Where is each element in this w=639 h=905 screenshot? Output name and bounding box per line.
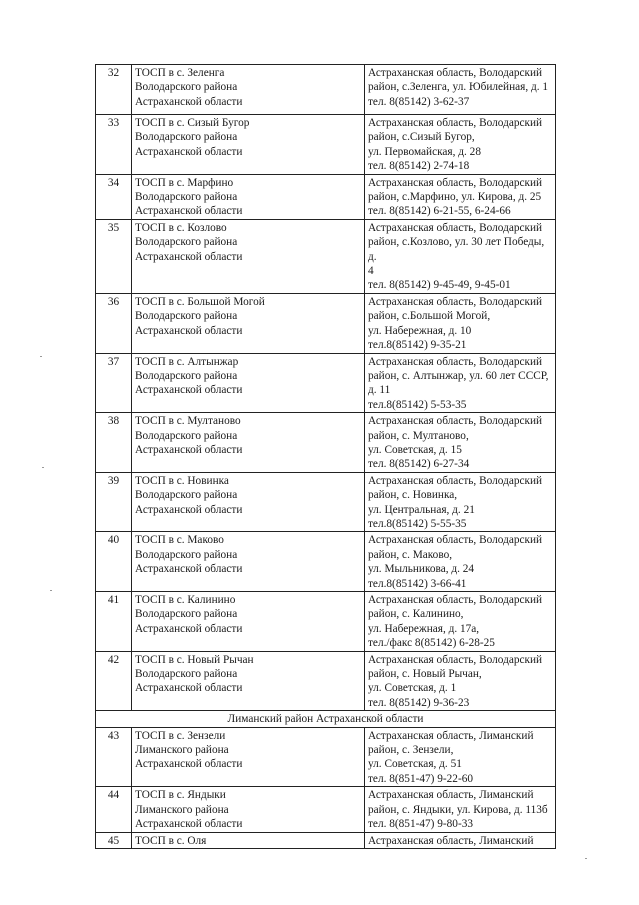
office-address: Астраханская область, Володарский район, с. Алтынжар, ул. 60 лет СССР, д. 11 тел.8(85142) 5-53-35 [365, 353, 556, 413]
office-name: ТОСП в с. Марфино Володарского района Астраханской области [132, 174, 365, 219]
table-row [96, 832, 556, 848]
table-row [96, 592, 556, 652]
office-name: ТОСП в с. Оля [132, 832, 365, 848]
table-row [96, 651, 556, 711]
office-address: Астраханская область, Володарский район, с. Новый Рычан, ул. Советская, д. 1 тел. 8(85142) 9-36-23 [365, 651, 556, 711]
table-row [96, 787, 556, 832]
office-address: Астраханская область, Володарский район, с.Марфино, ул. Кирова, д. 25 тел. 8(85142) 6-21-55, 6-24-66 [365, 174, 556, 219]
row-number: 44 [96, 787, 132, 832]
offices-table [95, 64, 556, 849]
row-number: 41 [96, 592, 132, 652]
scan-speck [40, 356, 42, 357]
office-name: ТОСП в с. Калинино Володарского района Астраханской области [132, 592, 365, 652]
office-name: ТОСП в с. Новый Рычан Володарского района Астраханской области [132, 651, 365, 711]
scan-speck [42, 467, 44, 468]
row-number: 36 [96, 293, 132, 353]
office-name: ТОСП в с. Сизый Бугор Володарского района Астраханской области [132, 115, 365, 175]
table-row [96, 472, 556, 532]
table-row [96, 353, 556, 413]
scan-speck [50, 590, 52, 591]
row-number: 37 [96, 353, 132, 413]
table-row [96, 532, 556, 592]
office-name: ТОСП в с. Зеленга Володарского района Астраханской области [132, 65, 365, 115]
scan-speck [585, 858, 587, 859]
office-address: Астраханская область, Лиманский район, с. Яндыки, ул. Кирова, д. 113б тел. 8(851-47) 9-80-33 [365, 787, 556, 832]
office-address: Астраханская область, Лиманский [365, 832, 556, 848]
table-row [96, 293, 556, 353]
office-address: Астраханская область, Володарский район, с.Зеленга, ул. Юбилейная, д. 1 тел. 8(85142) 3-62-37 [365, 65, 556, 115]
row-number: 38 [96, 413, 132, 473]
row-number: 45 [96, 832, 132, 848]
office-name: ТОСП в с. Маково Володарского района Астраханской области [132, 532, 365, 592]
office-address: Астраханская область, Володарский район, с.Большой Могой, ул. Набережная, д. 10 тел.8(85142) 9-35-21 [365, 293, 556, 353]
row-number: 34 [96, 174, 132, 219]
office-address: Астраханская область, Володарский район, с.Сизый Бугор, ул. Первомайская, д. 28 тел. 8(85142) 2-74-18 [365, 115, 556, 175]
section-title: Лиманский район Астраханской области [96, 711, 556, 727]
office-address: Астраханская область, Лиманский район, с. Зензели, ул. Советская, д. 51 тел. 8(851-47) 9-22-60 [365, 727, 556, 787]
office-name: ТОСП в с. Козлово Володарского района Астраханской области [132, 219, 365, 293]
row-number: 33 [96, 115, 132, 175]
office-address: Астраханская область, Володарский район, с. Новинка, ул. Центральная, д. 21 тел.8(85142) 5-55-35 [365, 472, 556, 532]
table-row [96, 413, 556, 473]
row-number: 43 [96, 727, 132, 787]
office-name: ТОСП в с. Мултаново Володарского района Астраханской области [132, 413, 365, 473]
table-row [96, 115, 556, 175]
office-name: ТОСП в с. Яндыки Лиманского района Астраханской области [132, 787, 365, 832]
office-address: Астраханская область, Володарский район, с. Калинино, ул. Набережная, д. 17а, тел./факс 8(85142) 6-28-25 [365, 592, 556, 652]
office-name: ТОСП в с. Алтынжар Володарского района Астраханской области [132, 353, 365, 413]
office-address: Астраханская область, Володарский район, с. Мултаново, ул. Советская, д. 15 тел. 8(85142) 6-27-34 [365, 413, 556, 473]
office-address: Астраханская область, Володарский район, с. Маково, ул. Мыльникова, д. 24 тел.8(85142) 3-66-41 [365, 532, 556, 592]
row-number: 39 [96, 472, 132, 532]
office-name: ТОСП в с. Зензели Лиманского района Астраханской области [132, 727, 365, 787]
row-number: 35 [96, 219, 132, 293]
table-row [96, 174, 556, 219]
row-number: 40 [96, 532, 132, 592]
table-row [96, 727, 556, 787]
row-number: 42 [96, 651, 132, 711]
office-name: ТОСП в с. Новинка Володарского района Астраханской области [132, 472, 365, 532]
row-number: 32 [96, 65, 132, 115]
table-row [96, 65, 556, 115]
section-row [96, 711, 556, 727]
office-address: Астраханская область, Володарский район, с.Козлово, ул. 30 лет Победы, д. 4 тел. 8(85142) 9-45-49, 9-45-01 [365, 219, 556, 293]
office-name: ТОСП в с. Большой Могой Володарского района Астраханской области [132, 293, 365, 353]
table-row [96, 219, 556, 293]
